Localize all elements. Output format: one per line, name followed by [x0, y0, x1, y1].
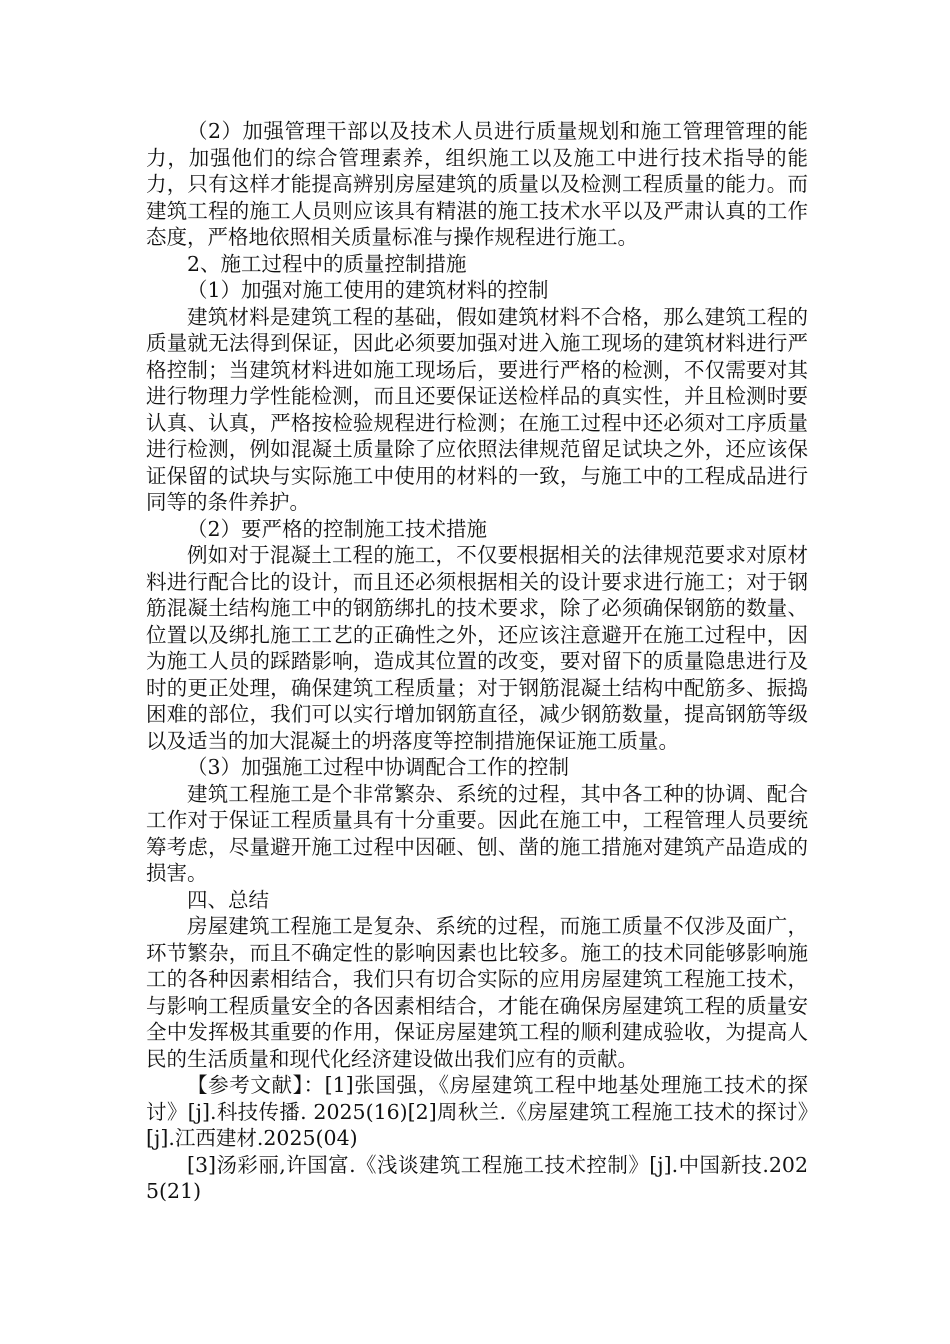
- references-1-2: 【参考文献】：[1]张国强，《房屋建筑工程中地基处理施工技术的探讨》[j].科技传播. 2025(16)[2]周秋兰.《房屋建筑工程施工技术的探讨》[j].江西建材.2025(04): [146, 1073, 808, 1150]
- subheading-material-control: （1）加强对施工使用的建筑材料的控制: [187, 278, 549, 302]
- heading-summary: 四、总结: [187, 887, 269, 912]
- paragraph-technical-measures: 例如对于混凝土工程的施工，不仅要根据相关的法律规范要求对原材料进行配合比的设计，而且还必须根据相关的设计要求进行施工；对于钢筋混凝土结构施工中的钢筋绑扎的技术要求，除了必须确保钢筋的数量、位置以及绑扎施工工艺的正确性之外，还应该注意避开在施工过程中，因为施工人员的踩踏影响，造成其位置的改变，要对留下的质量隐患进行及时的更正处理，确保建筑工程质量；对于钢筋混凝土结构中配筋多、振捣困难的部位，我们可以实行增加钢筋直径，减少钢筋数量，提高钢筋等级以及适当的加大混凝土的坍落度等控制措施保证施工质量。: [146, 543, 808, 753]
- document-body: [146, 118, 808, 1205]
- paragraph-material-control: 建筑材料是建筑工程的基础，假如建筑材料不合格，那么建筑工程的质量就无法得到保证，因此必须要加强对进入施工现场的建筑材料进行严格控制；当建筑材料进如施工现场后，要进行严格的检测，不仅需要对其进行物理力学性能检测，而且还要保证送检样品的真实性，并且检测时要认真、认真，严格按检验规程进行检测；在施工过程中还必须对工序质量进行检测，例如混凝土质量除了应依照法律规范留足试块之外，还应该保证保留的试块与实际施工中使用的材料的一致，与施工中的工程成品进行同等的条件养护。: [146, 304, 808, 514]
- subheading-technical-measures: （2）要严格的控制施工技术措施: [187, 516, 488, 541]
- paragraph-coordination-control: 建筑工程施工是个非常繁杂、系统的过程，其中各工种的协调、配合工作对于保证工程质量具有十分重要。因此在施工中，工程管理人员要统筹考虑，尽量避开施工过程中因砸、刨、凿的施工措施对建筑产品造成的损害。: [146, 781, 808, 885]
- heading-quality-control-measures: 2、施工过程中的质量控制措施: [187, 251, 467, 276]
- paragraph-management-ability: （2）加强管理干部以及技术人员进行质量规划和施工管理管理的能力，加强他们的综合管理素养，组织施工以及施工中进行技术指导的能力，只有这样才能提高辨别房屋建筑的质量以及检测工程质量的能力。而建筑工程的施工人员则应该具有精湛的施工技术水平以及严肃认真的工作态度，严格地依照相关质量标准与操作规程进行施工。: [146, 119, 808, 249]
- references-3: [3]汤彩丽,许国富.《浅谈建筑工程施工技术控制》[j].中国新技.2025(21): [146, 1152, 808, 1203]
- paragraph-summary: 房屋建筑工程施工是复杂、系统的过程，而施工质量不仅涉及面广，环节繁杂，而且不确定性的影响因素也比较多。施工的技术同能够影响施工的各种因素相结合，我们只有切合实际的应用房屋建筑工程施工技术，与影响工程质量安全的各因素相结合，才能在确保房屋建筑工程的质量安全中发挥极其重要的作用，保证房屋建筑工程的顺利建成验收，为提高人民的生活质量和现代化经济建设做出我们应有的贡献。: [146, 914, 808, 1071]
- subheading-coordination-control: （3）加强施工过程中协调配合工作的控制: [187, 755, 570, 779]
